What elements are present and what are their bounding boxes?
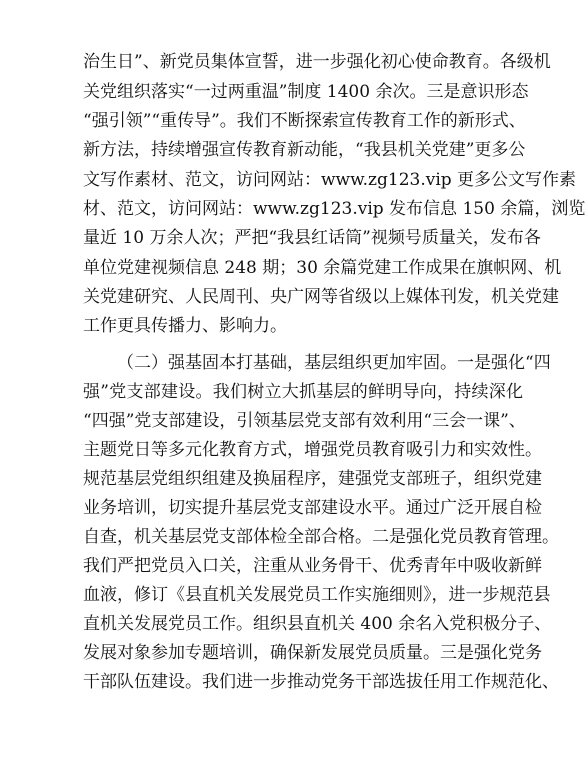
body-text-line: 血液，修订《县直机关发展党员工作实施细则》，进一步规范县	[83, 585, 551, 605]
body-text-line: 新方法，持续增强宣传教育新动能，“我县机关党建”更多公	[83, 140, 526, 160]
body-text-line: “强引领”“重传导”。我们不断探索宣传教育工作的新形式、	[83, 111, 526, 131]
body-text-line: 发展对象参加专题培训，确保新发展党员质量。三是强化党务	[83, 643, 542, 663]
body-text-line: 干部队伍建设。我们进一步推动党务干部选拔任用工作规范化、	[83, 672, 559, 692]
body-text-line: 主题党日等多元化教育方式，增强党员教育吸引力和实效性。	[83, 440, 542, 460]
body-text-line: 业务培训，切实提升基层党支部建设水平。通过广泛开展自检	[83, 498, 542, 518]
body-text-line: 自查，机关基层党支部体检全部合格。二是强化党员教育管理。	[83, 527, 559, 547]
body-text-line: 量近 10 万余人次；严把“我县红话筒”视频号质量关，发布各	[83, 228, 541, 248]
body-text-line: 文写作素材、范文，访问网站：www.zg123.vip 更多公文写作素	[83, 170, 577, 190]
section-heading-line: （二）强基固本打基础，基层组织更加牢固。一是强化“四	[117, 353, 551, 373]
body-text-line: 单位党建视频信息 248 期；30 余篇党建工作成果在旗帜网、机	[83, 258, 562, 278]
body-text-line: 强”党支部建设。我们树立大抓基层的鲜明导向，持续深化	[83, 382, 523, 402]
body-text-line: 工作更具传播力、影响力。	[83, 316, 287, 336]
body-text-line: 关党建研究、人民周刊、央广网等省级以上媒体刊发，机关党建	[83, 287, 559, 307]
body-text-line: 规范基层党组织组建及换届程序，建强党支部班子，组织党建	[83, 469, 542, 489]
body-text-line: 治生日”、新党员集体宣誓，进一步强化初心使命教育。各级机	[83, 52, 551, 72]
body-text-line: 关党组织落实“一过两重温”制度 1400 余次。三是意识形态	[83, 82, 529, 102]
body-text-line: “四强”党支部建设，引领基层党支部有效利用“三会一课”、	[83, 411, 526, 431]
body-text-line: 直机关发展党员工作。组织县直机关 400 余名入党积极分子、	[83, 614, 552, 634]
body-text-line: 材、范文，访问网站：www.zg123.vip 发布信息 150 余篇，浏览	[83, 199, 586, 219]
body-text-line: 我们严把党员入口关，注重从业务骨干、优秀青年中吸收新鲜	[83, 556, 542, 576]
